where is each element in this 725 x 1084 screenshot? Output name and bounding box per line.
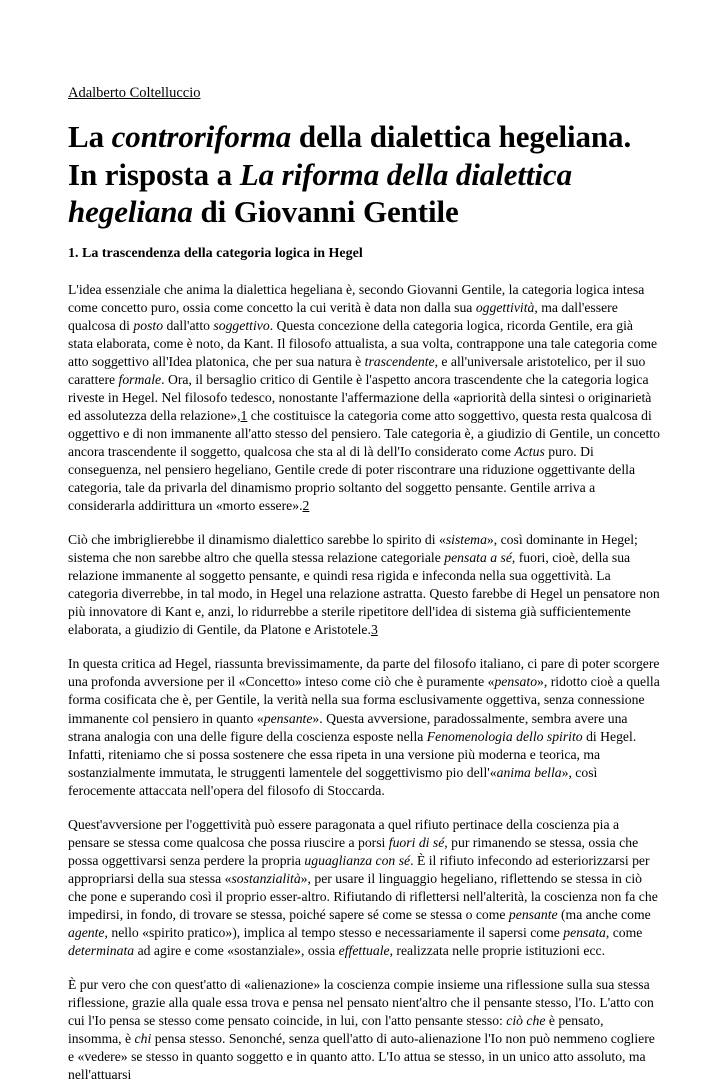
- text-run: (ma anche come: [557, 907, 651, 922]
- paragraph-1: [68, 281, 660, 516]
- title-part: di Giovanni Gentile: [192, 194, 459, 229]
- text-run: ». Questa avversione, paradossalmente, sembra avere una strana analogia con una delle figure della coscienza esposte nella: [68, 710, 628, 744]
- italic-run: fuori di sé: [388, 834, 445, 850]
- italic-run: pensata: [563, 925, 606, 941]
- italic-run: sistema: [445, 532, 487, 548]
- text-run: », per usare il linguaggio hegeliano, riflettendo se stessa in ciò che pone e superando così il proprio esser-altro. Rifiutando di riflettersi nell'alterità, la coscienza non fa che impedirsi, in fondo, di trovare se stessa, poiché sapere sé come se stessa o come: [68, 870, 658, 922]
- italic-run: anima bella: [496, 764, 562, 780]
- italic-run: sostanzialità: [231, 870, 301, 886]
- text-run: . Questa concezione della categoria logica, ricorda Gentile, era già stata elaborata, come è noto, da Kant. Il filosofo attualista, a sua volta, contrappone una tale categoria come atto soggettivo all'Idea platonica, che per sua natura è: [68, 317, 658, 369]
- text-run: è pensato, insomma, è: [68, 1013, 604, 1047]
- italic-run: uguaglianza con sé: [304, 852, 411, 868]
- italic-run: determinata: [68, 943, 135, 959]
- italic-run: posto: [133, 317, 164, 333]
- text-run: , e all'universale aristotelico, per il suo carattere: [68, 353, 646, 387]
- text-run: Quest'avversione per l'oggettività può essere paragonata a quel rifiuto pertinace della coscienza pia a pensare se stessa come qualcosa che possa riuscire a porsi: [68, 816, 620, 850]
- italic-run: trascendente: [364, 353, 435, 369]
- italic-run: effettuale: [338, 943, 390, 959]
- text-run: di Hegel. Infatti, riteniamo che si possa sostenere che essa ripeta in una versione più moderna e teorica, ma sostanzialmente immutata, le struggenti lamentele del soggettivismo pio dell'«: [68, 728, 637, 780]
- italic-run: pensato: [494, 674, 538, 690]
- text-run: L'idea essenziale che anima la dialettica hegeliana è, secondo Giovanni Gentile, la categoria logica intesa come concetto puro, ossia come concetto la cui verità è data non dalla sua: [68, 281, 645, 315]
- paragraph-5: [68, 976, 660, 1084]
- section-heading: 1. La trascendenza della categoria logica in Hegel: [68, 245, 363, 261]
- footnote-link-3[interactable]: 3: [370, 622, 378, 638]
- text-run: puro. Di conseguenza, nel pensiero hegeliano, Gentile crede di poter riscontrare una riduzione oggettivante della categoria, tale da privarla del dinamismo proprio soltanto del soggetto pensante. Gentile arriva a considerarla addirittura un «morto essere».: [68, 443, 636, 514]
- footnote-link-1[interactable]: 1: [240, 407, 248, 423]
- text-run: . Ora, il bersaglio critico di Gentile è l'aspetto ancora trascendente che la categoria logica riveste in Hegel. Nel filosofo tedesco, nonostante l'affermazione della «apriorità della sintesi o originarietà ed assolutezza della relazione»,: [68, 371, 652, 423]
- italic-run: pensata a sé: [444, 550, 512, 566]
- text-run: Ciò che imbriglierebbe il dinamismo dialettico sarebbe lo spirito di «: [68, 532, 446, 548]
- text-run: È pur vero che con quest'atto di «alienazione» la coscienza compie insieme una riflessione sulla sua stessa riflessione, grazie alla quale essa trova e pensa nel pensato nient'altro che il pensante stesso, l'Io. L'atto con cui l'Io pensa se stesso come pensato coincide, in lui, con l'atto pensante stesso:: [68, 977, 654, 1029]
- italic-run: formale: [118, 371, 162, 387]
- text-run: », così ferocemente attaccata nell'opera del filosofo di Stoccarda.: [68, 764, 598, 798]
- italic-run: chi: [134, 1031, 152, 1047]
- text-run: , come: [605, 925, 643, 941]
- text-run: . È il rifiuto infecondo ad esteriorizzarsi per appropriarsi della sua stessa «: [68, 852, 650, 886]
- text-run: , ma dall'essere qualcosa di: [68, 299, 618, 333]
- italic-run: Fenomenologia dello spirito: [426, 728, 583, 744]
- text-run: In questa critica ad Hegel, riassunta brevissimamente, da parte del filosofo italiano, ci pare di poter scorgere una profonda avversione per il «Concetto» inteso come ciò che è puramente «: [68, 656, 660, 690]
- italic-run: pensante: [508, 907, 558, 922]
- text-run: ad agire e come «sostanziale», ossia: [134, 943, 339, 959]
- italic-run: pensante: [263, 710, 313, 726]
- paragraph-4: [68, 816, 660, 960]
- italic-run: oggettività: [475, 299, 535, 315]
- paragraph-2: [68, 531, 660, 639]
- text-run: , fuori, cioè, della sua relazione immanente al soggetto pensante, e quindi resa rigida e infeconda nella sua oggettività. La categoria diverrebbe, in tal modo, in Hegel una relazione astratta. Questo farebbe di Hegel un pensatore non più innovatore di Kant e, anzi, lo ridurrebbe a sterile ripetitore dell'idea di sistema già sufficientemente elaborata, a giudizio di Gentile, da Platone e Aristotele.: [68, 550, 660, 638]
- footnote-link-2[interactable]: 2: [302, 498, 310, 514]
- text-run: », ridotto cioè a quella forma cosificata che è, per Gentile, la verità nella sua forma esclusivamente oggettiva, senza connessione immanente col pensiero in quanto «: [68, 674, 660, 726]
- author-name[interactable]: Adalberto Coltelluccio: [68, 85, 201, 101]
- paragraph-3: [68, 655, 660, 799]
- title-part: La: [68, 119, 112, 154]
- document-page: [68, 84, 660, 1084]
- text-run: , realizzata nelle proprie istituzioni ecc.: [389, 943, 606, 959]
- text-run: , nello «spirito pratico»), implica al tempo stesso e necessariamente il sapersi come: [104, 925, 564, 941]
- italic-run: soggettivo: [213, 317, 270, 333]
- title-part: della dialettica hegeliana. In risposta a: [68, 119, 632, 192]
- italic-run: agente: [68, 925, 105, 941]
- title-italic: controriforma: [111, 119, 292, 154]
- text-run: dall'atto: [163, 317, 214, 333]
- italic-run: ciò che: [506, 1013, 546, 1029]
- italic-run: Actus: [514, 443, 545, 459]
- title-italic: La riforma della dialettica hegeliana: [68, 156, 572, 229]
- text-run: , pur rimanendo se stessa, ossia che possa oggettivarsi senza perdere la propria: [68, 834, 639, 868]
- text-run: », così dominante in Hegel; sistema che non sarebbe altro che quella stessa relazione categoriale: [68, 532, 638, 566]
- author-link[interactable]: [68, 84, 660, 102]
- page-title: [68, 118, 660, 231]
- text-run: che costituisce la categoria come atto soggettivo, questa resta qualcosa di oggettivo e di non immanente all'atto stesso del pensiero. Tale categoria è, a giudizio di Gentile, un concetto ancora trascendente il soggetto, qualcosa che sta al di là dell'Io considerato come: [68, 407, 660, 459]
- text-run: pensa stesso. Senonché, senza quell'atto di auto-alienazione l'Io non può nemmeno cogliere e «vedere» se stesso in quanto soggetto e in quanto atto. L'Io attua se stesso, in un unico atto assoluto, ma nell'attuarsi: [68, 1031, 655, 1083]
